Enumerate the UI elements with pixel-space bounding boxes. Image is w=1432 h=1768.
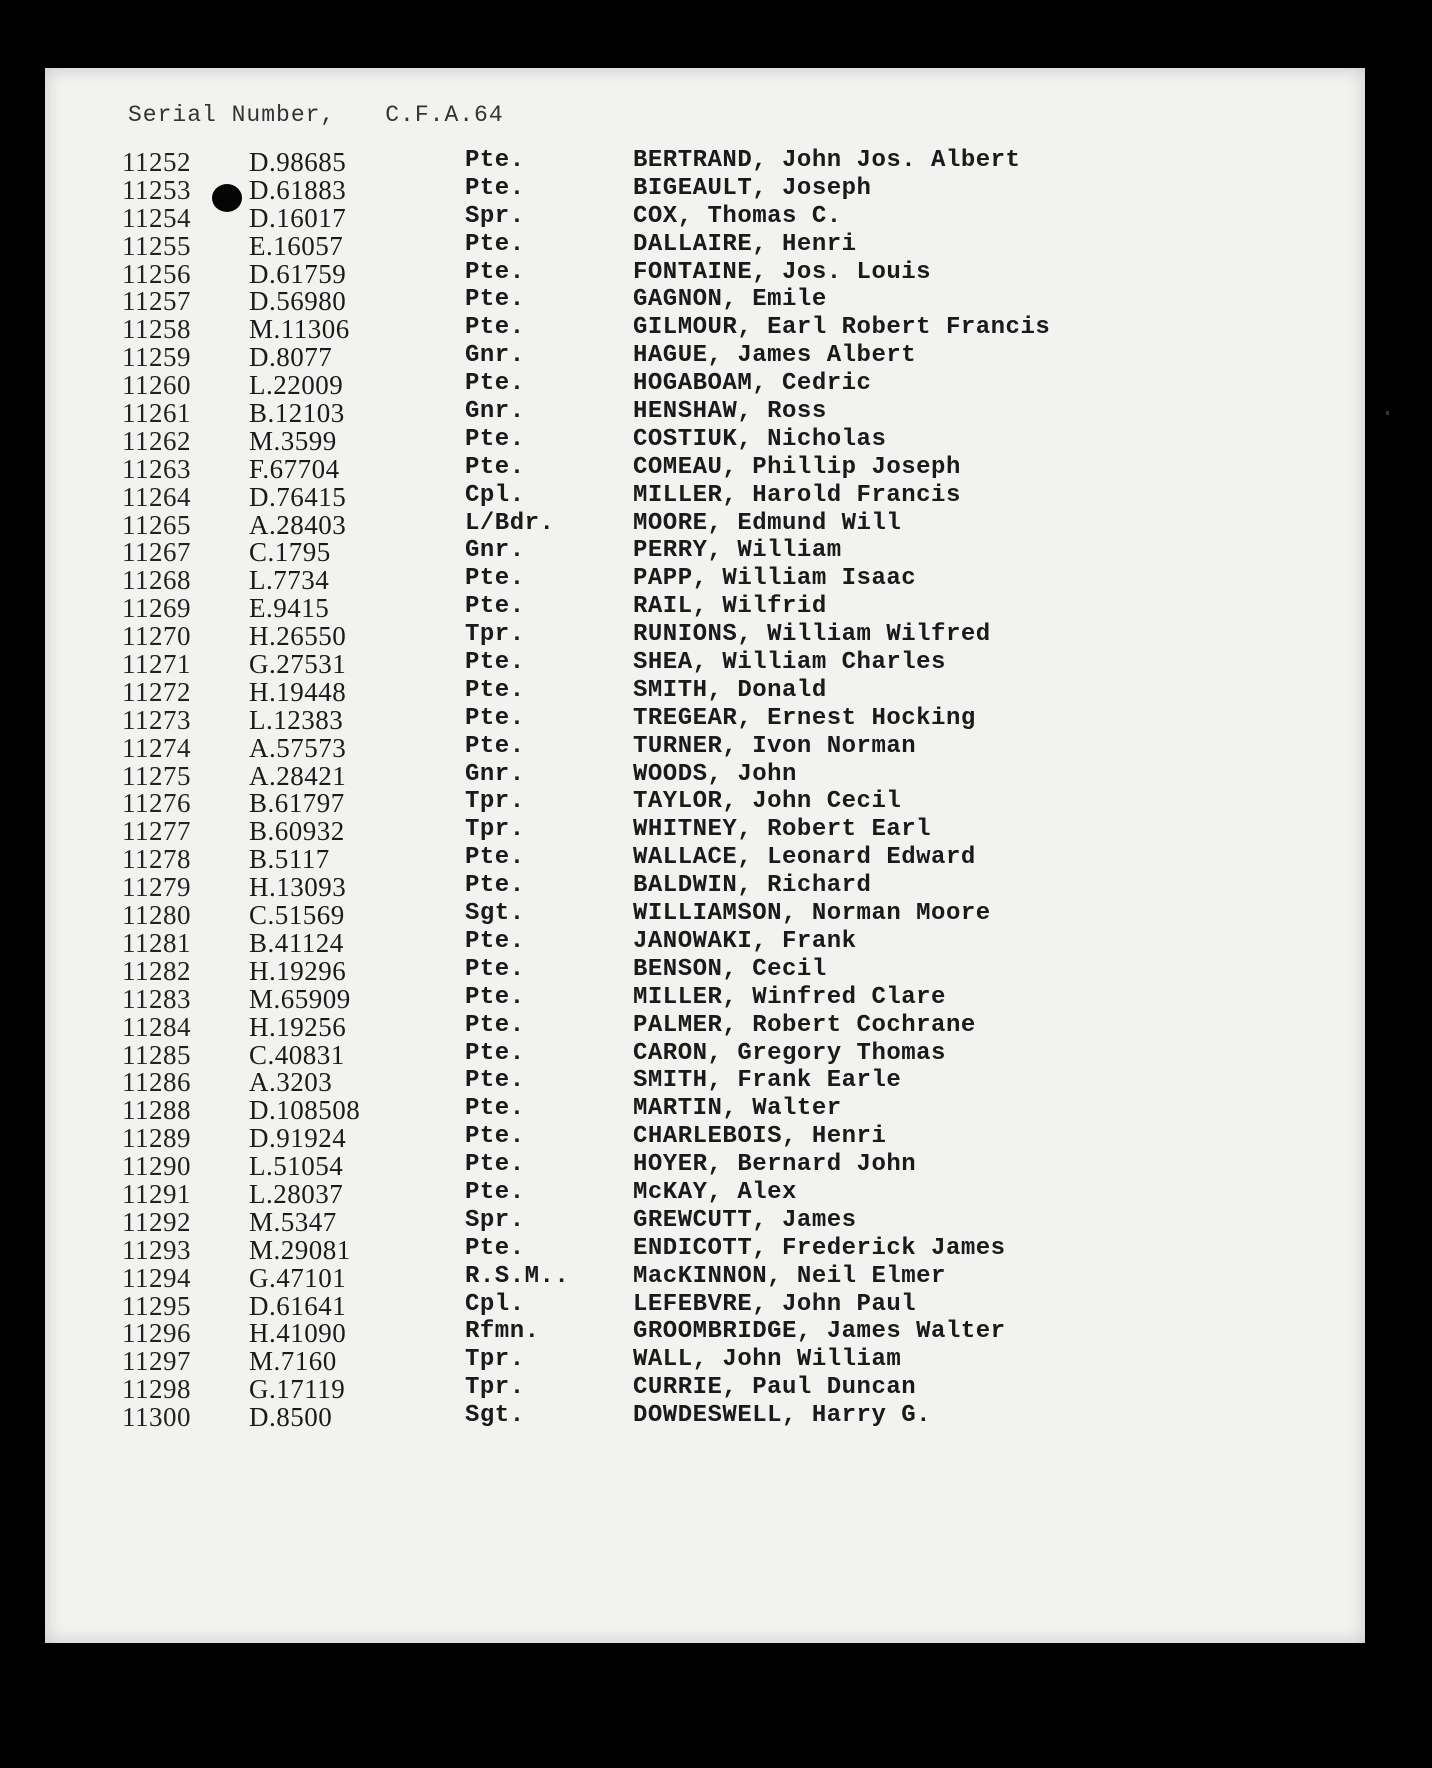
record-row — [0, 928, 1432, 956]
record-row — [0, 1263, 1432, 1291]
rank: Tpr. — [465, 788, 525, 816]
serial-number: 11268 — [122, 565, 191, 596]
serial-number: 11278 — [122, 844, 191, 875]
rank: Pte. — [465, 872, 525, 900]
soldier-name: CARON, Gregory Thomas — [633, 1039, 946, 1067]
soldier-name: MILLER, Winfred Clare — [633, 983, 946, 1011]
soldier-name: COMEAU, Phillip Joseph — [633, 453, 961, 481]
serial-number: 11273 — [122, 704, 191, 735]
soldier-name: GAGNON, Emile — [633, 286, 827, 314]
regimental-number: L.28037 — [249, 1178, 344, 1209]
regimental-number: D.61641 — [249, 1290, 347, 1321]
regimental-number: H.19256 — [249, 1011, 347, 1042]
soldier-name: HENSHAW, Ross — [633, 398, 827, 426]
record-row — [0, 788, 1432, 819]
soldier-name: WHITNEY, Robert Earl — [633, 816, 932, 844]
record-row — [0, 649, 1432, 680]
regimental-number: B.12103 — [249, 398, 345, 429]
record-row — [0, 454, 1432, 482]
rank: Pte. — [465, 844, 525, 872]
rank: Pte. — [465, 286, 525, 314]
serial-number: 11260 — [122, 370, 191, 401]
regimental-number: H.13093 — [249, 872, 347, 903]
record-list — [0, 147, 1432, 1433]
regimental-number: A.57573 — [249, 732, 347, 763]
header-label: Serial Number, — [128, 102, 336, 128]
soldier-name: PAPP, William Isaac — [633, 565, 917, 593]
record-row — [0, 1179, 1432, 1207]
rank: Pte. — [465, 314, 525, 342]
rank: Pte. — [465, 649, 525, 677]
regimental-number: H.19296 — [249, 955, 347, 986]
rank: Pte. — [465, 1039, 525, 1067]
record-row — [0, 1095, 1432, 1126]
regimental-number: H.41090 — [249, 1318, 347, 1349]
regimental-number: M.7160 — [249, 1346, 337, 1377]
serial-number: 11256 — [122, 258, 191, 289]
record-row — [0, 956, 1432, 984]
rank: Cpl. — [465, 481, 525, 509]
soldier-name: RAIL, Wilfrid — [633, 593, 827, 621]
soldier-name: TAYLOR, John Cecil — [633, 788, 902, 816]
serial-number: 11293 — [122, 1234, 191, 1265]
serial-number: 11269 — [122, 593, 191, 624]
rank: Pte. — [465, 565, 525, 593]
regimental-number: E.9415 — [249, 593, 330, 624]
soldier-name: SMITH, Donald — [633, 676, 827, 704]
serial-number: 11264 — [122, 481, 191, 512]
record-row — [0, 231, 1432, 259]
rank: Pte. — [465, 174, 525, 202]
record-row — [0, 1402, 1432, 1433]
regimental-number: A.28403 — [249, 509, 347, 540]
serial-number: 11255 — [122, 230, 191, 261]
rank: Tpr. — [465, 1346, 525, 1374]
soldier-name: SHEA, William Charles — [633, 649, 946, 677]
record-row — [0, 677, 1432, 705]
soldier-name: MARTIN, Walter — [633, 1095, 842, 1123]
serial-number: 11283 — [122, 983, 191, 1014]
serial-number: 11254 — [122, 202, 191, 233]
record-row — [0, 259, 1432, 287]
rank: Spr. — [465, 202, 525, 230]
soldier-name: WALL, John William — [633, 1346, 902, 1374]
serial-number: 11280 — [122, 900, 191, 931]
serial-number: 11261 — [122, 398, 191, 429]
serial-number: 11282 — [122, 955, 191, 986]
record-row — [0, 314, 1432, 345]
regimental-number: D.61883 — [249, 174, 347, 205]
record-row — [0, 426, 1432, 454]
soldier-name: BALDWIN, Richard — [633, 872, 872, 900]
serial-number: 11291 — [122, 1178, 191, 1209]
record-row — [0, 816, 1432, 847]
regimental-number: C.51569 — [249, 900, 345, 931]
rank: Pte. — [465, 425, 525, 453]
regimental-number: G.27531 — [249, 649, 347, 680]
soldier-name: LEFEBVRE, John Paul — [633, 1290, 917, 1318]
rank: Tpr. — [465, 816, 525, 844]
soldier-name: TURNER, Ivon Norman — [633, 732, 917, 760]
regimental-number: A.28421 — [249, 760, 347, 791]
soldier-name: ENDICOTT, Frederick James — [633, 1234, 1006, 1262]
regimental-number: G.17119 — [249, 1374, 346, 1405]
header-code: C.F.A.64 — [385, 102, 504, 128]
serial-number: 11297 — [122, 1346, 191, 1377]
record-row — [0, 1067, 1432, 1098]
soldier-name: COX, Thomas C. — [633, 202, 842, 230]
soldier-name: PALMER, Robert Cochrane — [633, 1011, 976, 1039]
serial-number: 11271 — [122, 649, 191, 680]
regimental-number: L.12383 — [249, 704, 344, 735]
soldier-name: BERTRAND, John Jos. Albert — [633, 147, 1021, 174]
regimental-number: M.3599 — [249, 425, 337, 456]
record-row — [0, 844, 1432, 875]
regimental-number: M.65909 — [249, 983, 351, 1014]
rank: Gnr. — [465, 342, 525, 370]
soldier-name: COSTIUK, Nicholas — [633, 425, 887, 453]
serial-number: 11252 — [122, 147, 191, 177]
soldier-name: TREGEAR, Ernest Hocking — [633, 704, 976, 732]
regimental-number: D.108508 — [249, 1095, 361, 1126]
rank: Tpr. — [465, 1374, 525, 1402]
rank: Pte. — [465, 230, 525, 258]
record-row — [0, 593, 1432, 624]
rank: Pte. — [465, 1234, 525, 1262]
rank: L/Bdr. — [465, 509, 555, 537]
regimental-number: G.47101 — [249, 1262, 347, 1293]
record-row — [0, 705, 1432, 733]
rank: Pte. — [465, 1011, 525, 1039]
serial-number: 11290 — [122, 1151, 191, 1182]
soldier-name: HAGUE, James Albert — [633, 342, 917, 370]
rank: Pte. — [465, 453, 525, 481]
rank: Tpr. — [465, 621, 525, 649]
rank: Pte. — [465, 927, 525, 955]
regimental-number: M.11306 — [249, 314, 350, 345]
soldier-name: MILLER, Harold Francis — [633, 481, 961, 509]
rank: Pte. — [465, 1151, 525, 1179]
rank: Spr. — [465, 1206, 525, 1234]
record-row — [0, 1123, 1432, 1154]
soldier-name: WOODS, John — [633, 760, 797, 788]
record-row — [0, 370, 1432, 401]
regimental-number: L.22009 — [249, 370, 344, 401]
soldier-name: MOORE, Edmund Will — [633, 509, 902, 537]
regimental-number: M.5347 — [249, 1206, 337, 1237]
serial-number: 11272 — [122, 676, 191, 707]
serial-number: 11284 — [122, 1011, 191, 1042]
soldier-name: BENSON, Cecil — [633, 955, 827, 983]
rank: Pte. — [465, 1095, 525, 1123]
record-row — [0, 482, 1432, 510]
soldier-name: PERRY, William — [633, 537, 842, 565]
rank: Pte. — [465, 955, 525, 983]
soldier-name: HOGABOAM, Cedric — [633, 370, 872, 398]
record-row — [0, 175, 1432, 203]
serial-number: 11286 — [122, 1067, 191, 1098]
rank: Sgt. — [465, 900, 525, 928]
soldier-name: FONTAINE, Jos. Louis — [633, 258, 932, 286]
record-row — [0, 621, 1432, 652]
soldier-name: McKAY, Alex — [633, 1178, 797, 1206]
serial-number: 11263 — [122, 453, 191, 484]
record-row — [0, 537, 1432, 568]
serial-number: 11296 — [122, 1318, 191, 1349]
serial-number: 11259 — [122, 342, 191, 373]
regimental-number: C.40831 — [249, 1039, 345, 1070]
soldier-name: GILMOUR, Earl Robert Francis — [633, 314, 1051, 342]
soldier-name: DALLAIRE, Henri — [633, 230, 857, 258]
soldier-name: CURRIE, Paul Duncan — [633, 1374, 917, 1402]
serial-number: 11270 — [122, 621, 191, 652]
soldier-name: BIGEAULT, Joseph — [633, 174, 872, 202]
record-row — [0, 1318, 1432, 1349]
regimental-number: L.7734 — [249, 565, 330, 596]
serial-number: 11298 — [122, 1374, 191, 1405]
regimental-number: A.3203 — [249, 1067, 333, 1098]
rank: Sgt. — [465, 1402, 525, 1430]
serial-number: 11257 — [122, 286, 191, 317]
rank: Pte. — [465, 1123, 525, 1151]
serial-number: 11276 — [122, 788, 191, 819]
serial-number: 11253 — [122, 174, 191, 205]
soldier-name: WILLIAMSON, Norman Moore — [633, 900, 991, 928]
soldier-name: DOWDESWELL, Harry G. — [633, 1402, 932, 1430]
regimental-number: D.61759 — [249, 258, 347, 289]
regimental-number: D.91924 — [249, 1123, 347, 1154]
rank: Pte. — [465, 732, 525, 760]
serial-number: 11285 — [122, 1039, 191, 1070]
record-row — [0, 1151, 1432, 1182]
soldier-name: RUNIONS, William Wilfred — [633, 621, 991, 649]
record-row — [0, 286, 1432, 317]
serial-number: 11300 — [122, 1402, 191, 1433]
rank: Pte. — [465, 1067, 525, 1095]
record-row — [0, 872, 1432, 903]
rank: Gnr. — [465, 760, 525, 788]
record-row — [0, 342, 1432, 373]
rank: Gnr. — [465, 398, 525, 426]
regimental-number: D.16017 — [249, 202, 347, 233]
record-row — [0, 510, 1432, 538]
record-row — [0, 1346, 1432, 1377]
record-row — [0, 1235, 1432, 1263]
rank: Pte. — [465, 147, 525, 174]
regimental-number: H.26550 — [249, 621, 347, 652]
regimental-number: E.16057 — [249, 230, 344, 261]
serial-number: 11265 — [122, 509, 191, 540]
regimental-number: D.8500 — [249, 1402, 333, 1433]
record-row — [0, 1374, 1432, 1405]
record-row — [0, 1207, 1432, 1235]
record-row — [0, 1040, 1432, 1068]
serial-number: 11258 — [122, 314, 191, 345]
regimental-number: M.29081 — [249, 1234, 351, 1265]
record-row — [0, 1012, 1432, 1040]
soldier-name: JANOWAKI, Frank — [633, 927, 857, 955]
regimental-number: D.56980 — [249, 286, 347, 317]
rank: Pte. — [465, 593, 525, 621]
rank: Pte. — [465, 676, 525, 704]
serial-number: 11292 — [122, 1206, 191, 1237]
serial-number: 11288 — [122, 1095, 191, 1126]
page-header — [128, 102, 504, 128]
soldier-name: GREWCUTT, James — [633, 1206, 857, 1234]
regimental-number: B.61797 — [249, 788, 345, 819]
record-row — [0, 203, 1432, 231]
rank: Cpl. — [465, 1290, 525, 1318]
record-row — [0, 1291, 1432, 1319]
regimental-number: B.5117 — [249, 844, 330, 875]
rank: Pte. — [465, 370, 525, 398]
record-row — [0, 733, 1432, 761]
serial-number: 11275 — [122, 760, 191, 791]
regimental-number: D.98685 — [249, 147, 347, 177]
regimental-number: D.8077 — [249, 342, 333, 373]
rank: Pte. — [465, 704, 525, 732]
serial-number: 11267 — [122, 537, 191, 568]
regimental-number: H.19448 — [249, 676, 347, 707]
soldier-name: WALLACE, Leonard Edward — [633, 844, 976, 872]
rank: R.S.M.. — [465, 1262, 570, 1290]
regimental-number: B.41124 — [249, 927, 344, 958]
regimental-number: F.67704 — [249, 453, 340, 484]
serial-number: 11295 — [122, 1290, 191, 1321]
soldier-name: CHARLEBOIS, Henri — [633, 1123, 887, 1151]
soldier-name: MacKINNON, Neil Elmer — [633, 1262, 946, 1290]
serial-number: 11279 — [122, 872, 191, 903]
record-row — [0, 900, 1432, 931]
rank: Rfmn. — [465, 1318, 540, 1346]
serial-number: 11277 — [122, 816, 191, 847]
record-row — [0, 761, 1432, 789]
regimental-number: D.76415 — [249, 481, 347, 512]
rank: Pte. — [465, 983, 525, 1011]
regimental-number: B.60932 — [249, 816, 345, 847]
rank: Gnr. — [465, 537, 525, 565]
soldier-name: SMITH, Frank Earle — [633, 1067, 902, 1095]
regimental-number: L.51054 — [249, 1151, 344, 1182]
serial-number: 11294 — [122, 1262, 191, 1293]
rank: Pte. — [465, 1178, 525, 1206]
serial-number: 11281 — [122, 927, 191, 958]
record-row — [0, 147, 1432, 175]
regimental-number: C.1795 — [249, 537, 331, 568]
record-row — [0, 984, 1432, 1012]
serial-number: 11289 — [122, 1123, 191, 1154]
soldier-name: GROOMBRIDGE, James Walter — [633, 1318, 1006, 1346]
rank: Pte. — [465, 258, 525, 286]
soldier-name: HOYER, Bernard John — [633, 1151, 917, 1179]
serial-number: 11262 — [122, 425, 191, 456]
serial-number: 11274 — [122, 732, 191, 763]
record-row — [0, 565, 1432, 596]
record-row — [0, 398, 1432, 429]
